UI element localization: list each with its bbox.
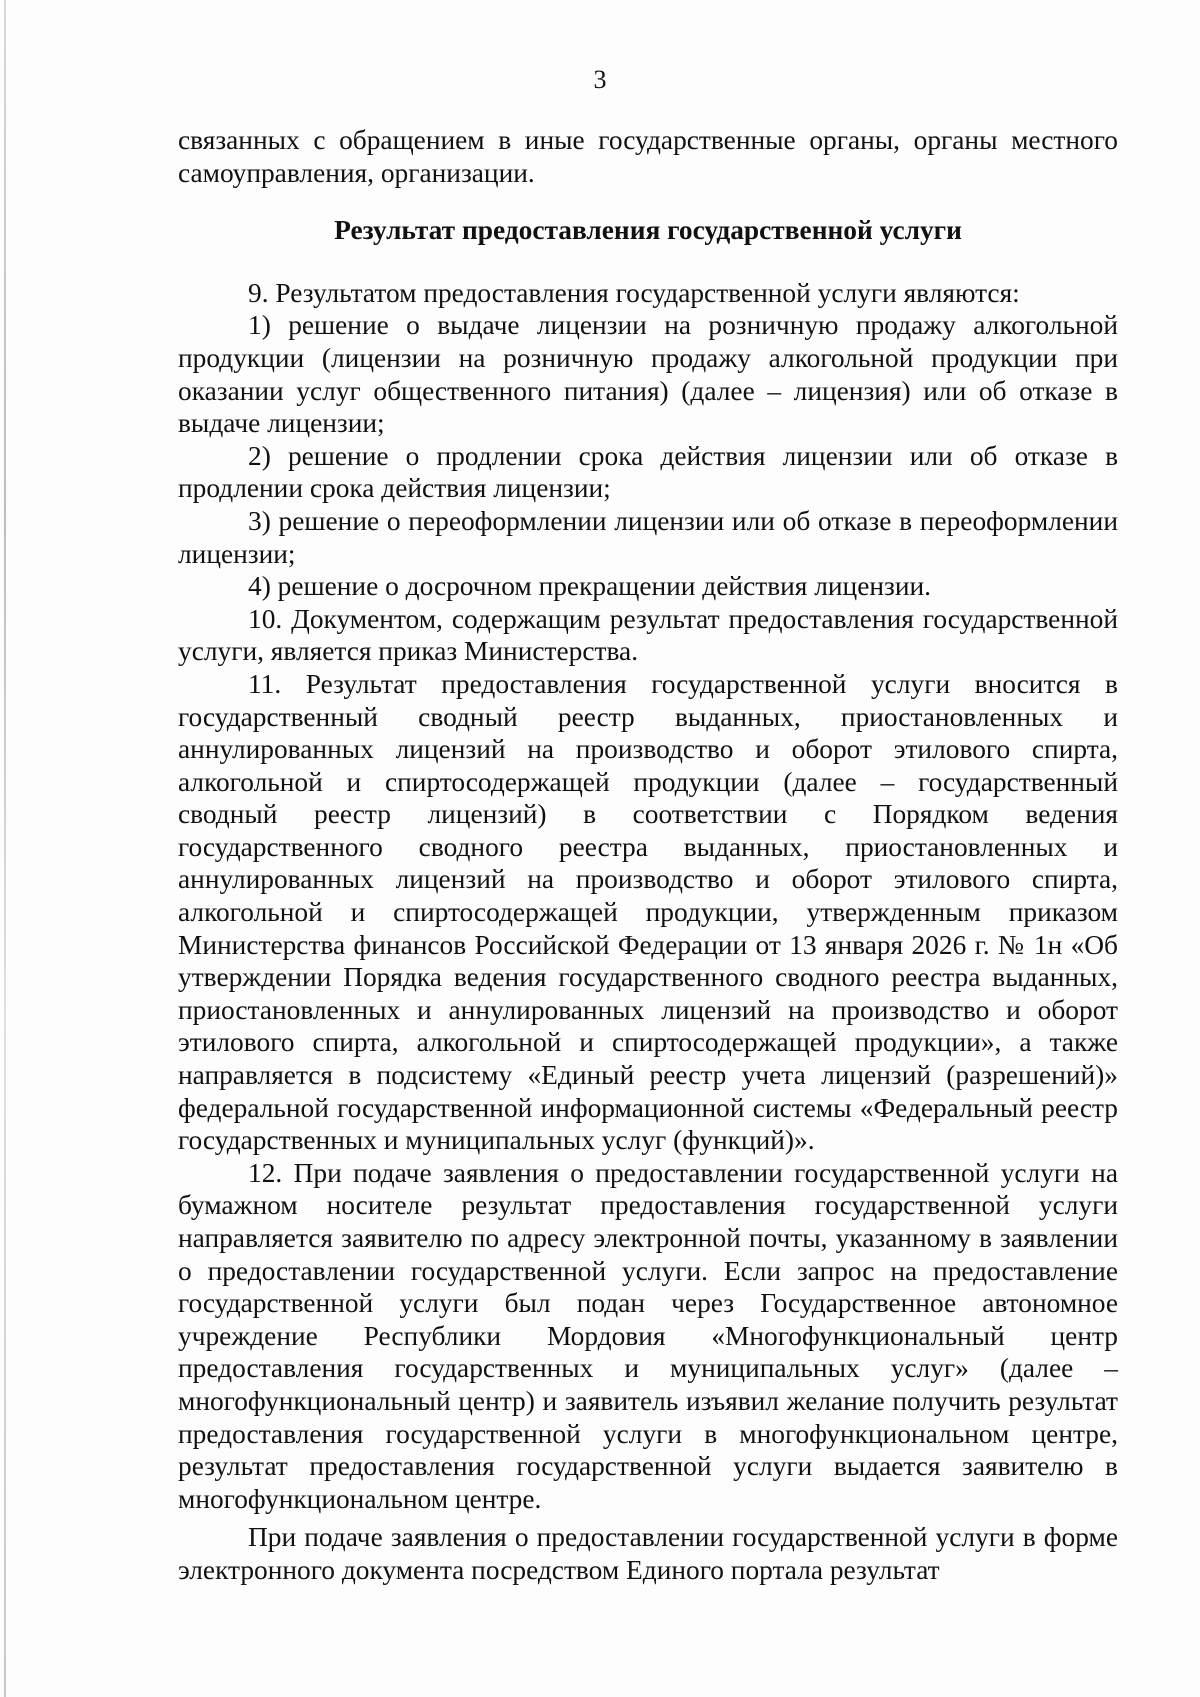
paragraph-10: 10. Документом, содержащим результат предоставления государственной услуги, является приказ Министерства. (178, 603, 1118, 667)
scan-edge-shadow (4, 0, 6, 1697)
list-item-4: 4) решение о досрочном прекращении действия лицензии. (248, 571, 932, 602)
page-number: 3 (593, 65, 607, 94)
list-item-2: 2) решение о продлении срока действия лицензии или об отказе в продлении срока действия лицензии; (178, 440, 1118, 504)
paragraph-11: 11. Результат предоставления государственной услуги вносится в государственный сводный реестр выданных, приостановленных и аннулированных лицензий на производство и оборот этилового спирта, алкогольной и спиртосодержащей продукции (далее – государственный сводный реестр лицензий) в соответствии с Порядком ведения государственного сводного реестра выданных, приостановленных и аннулированных лицензий на производство и оборот этилового спирта, алкогольной и спиртосодержащей продукции, утвержденным приказом Министерства финансов Российской Федерации от 13 января 2026 г. № 1н «Об утверждении Порядка ведения государственного сводного реестра выданных, приостановленных и аннулированных лицензий на производство и оборот этилового спирта, алкогольной и спиртосодержащей продукции», а также направляется в подсистему «Единый реестр учета лицензий (разрешений)» федеральной государственной информационной системы «Федеральный реестр государственных и муниципальных услуг (функций)». (178, 668, 1118, 1156)
document-body (178, 124, 1118, 1587)
paragraph-12: 12. При подаче заявления о предоставлении государственной услуги на бумажном носителе результат предоставления государственной услуги направляется заявителю по адресу электронной почты, указанному в заявлении о предоставлении государственной услуги. Если запрос на предоставление государственной услуги был подан через Государственное автономное учреждение Республики Мордовия «Многофункциональный центр предоставления государственных и муниципальных услуг» (далее – многофункциональный центр) и заявитель изъявил желание получить результат предоставления государственной услуги в многофункциональном центре, результат предоставления государственной услуги выдается заявителю в многофункциональном центре. (178, 1157, 1118, 1514)
section-heading: Результат предоставления государственной услуги (334, 215, 962, 246)
paragraph-9: 9. Результатом предоставления государственной услуги являются: (248, 277, 1020, 308)
list-item-3: 3) решение о переоформлении лицензии или об отказе в переоформлении лицензии; (178, 505, 1118, 569)
intro-paragraph: связанных с обращением в иные государственные органы, органы местного самоуправления, организации. (178, 125, 1118, 188)
paragraph-electronic-submission: При подаче заявления о предоставлении государственной услуги в форме электронного документа посредством Единого портала результат (178, 1522, 1118, 1585)
list-item-1: 1) решение о выдаче лицензии на розничную продажу алкогольной продукции (лицензии на розничную продажу алкогольной продукции при оказании услуг общественного питания) (далее – лицензия) или об отказе в выдаче лицензии; (178, 310, 1118, 439)
